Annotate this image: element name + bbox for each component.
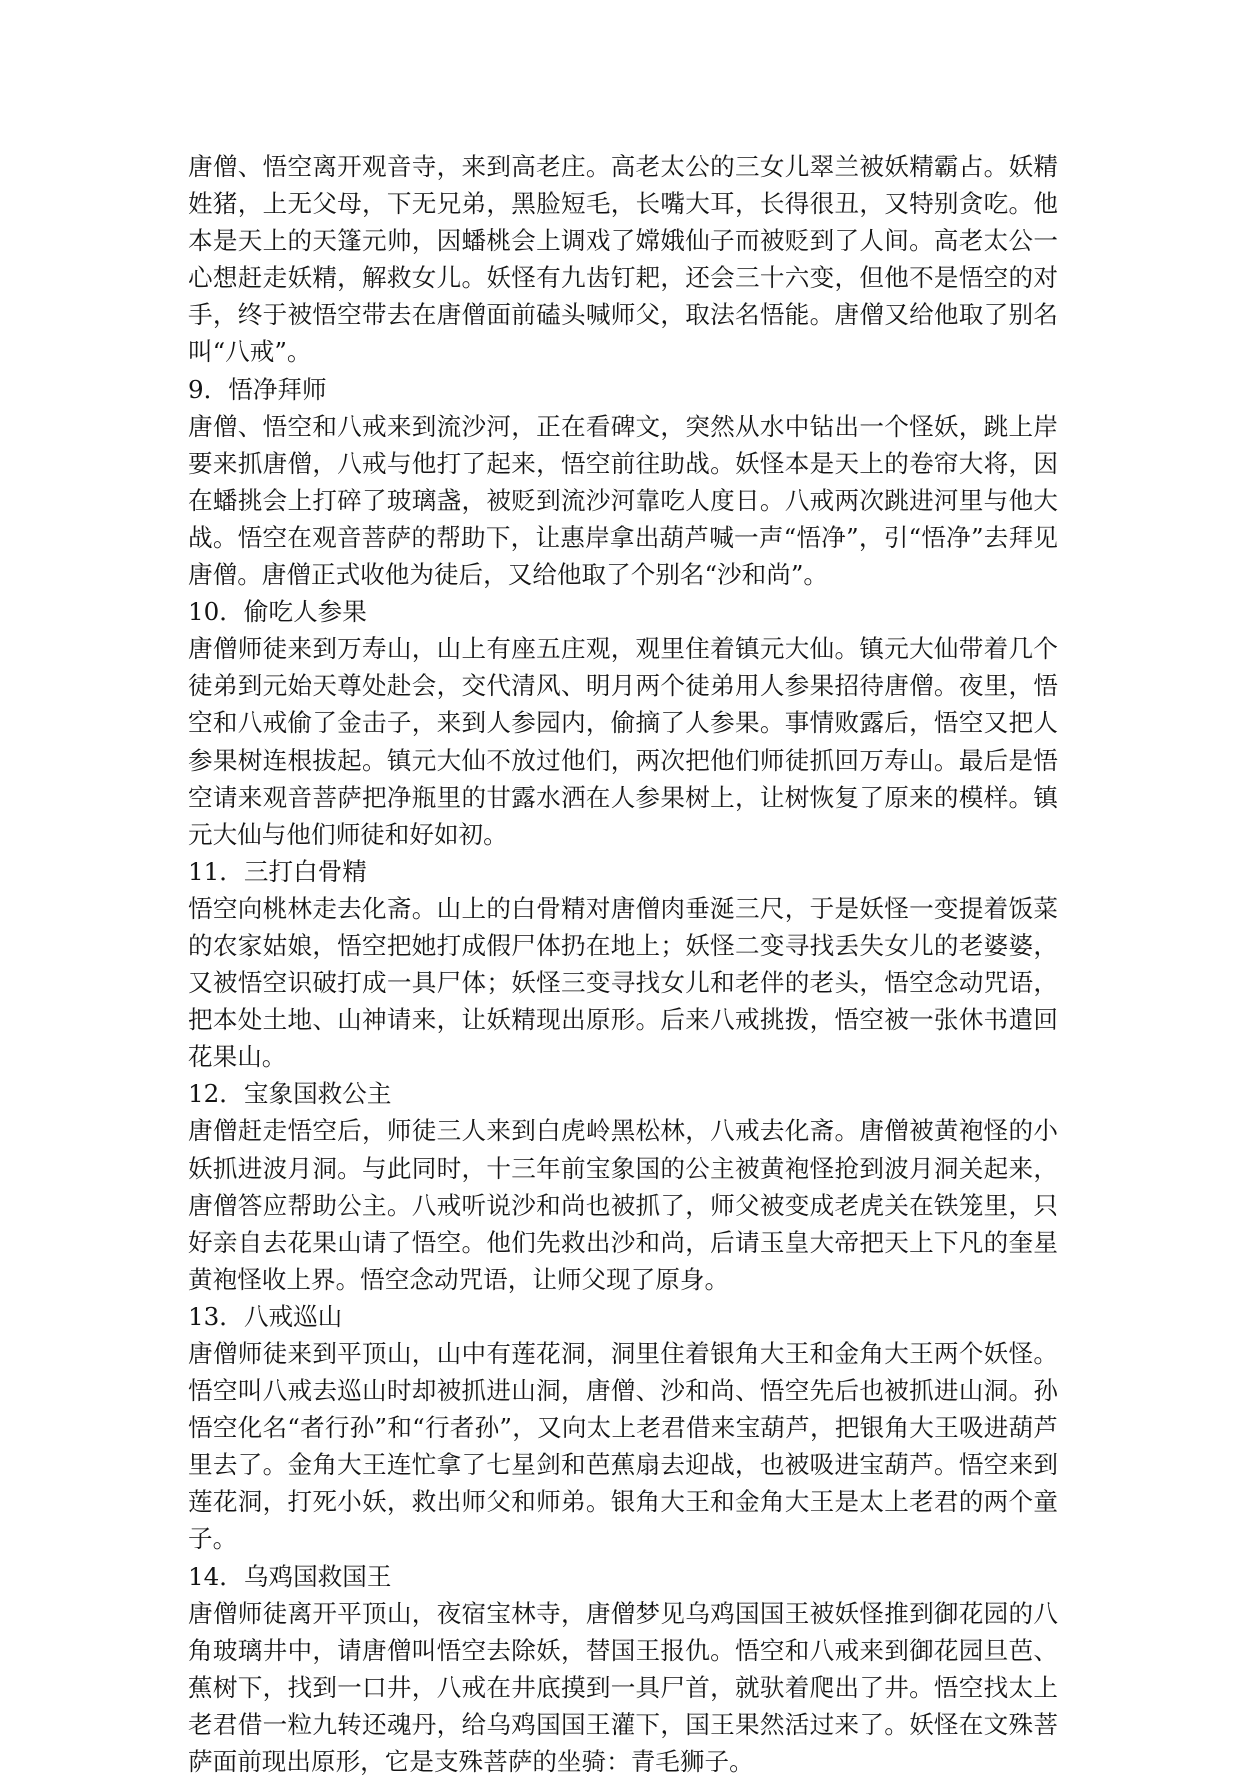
story-paragraph: 唐僧师徒离开平顶山，夜宿宝林寺，唐僧梦见乌鸡国国王被妖怪推到御花园的八角玻璃井中，请唐僧叫悟空去除妖，替国王报仇。悟空和八戒来到御花园旦芭、蕉树下，找到一口井，八戒在井底摸到一具尸首，就驮着爬出了井。悟空找太上老君借一粒九转还魂丹，给乌鸡国国王灌下，国王果然活过来了。妖怪在文殊菩萨面前现出原形，它是支殊菩萨的坐骑：青毛狮子。 xyxy=(188,1598,1058,1777)
section-heading: 10．偷吃人参果 xyxy=(188,597,367,627)
story-paragraph: 唐僧赶走悟空后，师徒三人来到白虎岭黑松林，八戒去化斋。唐僧被黄袍怪的小妖抓进波月洞。与此同时，十三年前宝象国的公主被黄袍怪抢到波月洞关起来，唐僧答应帮助公主。八戒听说沙和尚也被抓了，师父被变成老虎关在铁笼里，只好亲自去花果山请了悟空。他们先救出沙和尚，后请玉皇大帝把天上下凡的奎星黄袍怪收上界。悟空念动咒语，让师父现了原身。 xyxy=(188,1116,1058,1294)
story-paragraph: 唐僧、悟空和八戒来到流沙河，正在看碑文，突然从水中钻出一个怪妖，跳上岸要来抓唐僧，八戒与他打了起来，悟空前往助战。妖怪本是天上的卷帘大将，因在蟠挑会上打碎了玻璃盏，被贬到流沙河靠吃人度日。八戒两次跳进河里与他大战。悟空在观音菩萨的帮助下，让惠岸拿出葫芦喊一声“悟净”，引“悟净”去拜见唐僧。唐僧正式收他为徒后，又给他取了个别名“沙和尚”。 xyxy=(188,411,1058,590)
section-heading: 9．悟净拜师 xyxy=(188,374,327,404)
section-heading: 11．三打白骨精 xyxy=(188,856,367,886)
section-heading: 14．乌鸡国救国王 xyxy=(188,1561,392,1591)
story-paragraph: 唐僧师徒来到平顶山，山中有莲花洞，洞里住着银角大王和金角大王两个妖怪。悟空叫八戒去巡山时却被抓进山洞，唐僧、沙和尚、悟空先后也被抓进山洞。孙悟空化名“者行孙”和“行者孙”，又向太上老君借来宝葫芦，把银角大王吸进葫芦里去了。金角大王连忙拿了七星剑和芭蕉扇去迎战，也被吸进宝葫芦。悟空来到莲花洞，打死小妖，救出师父和师弟。银角大王和金角大王是太上老君的两个童子。 xyxy=(188,1339,1058,1554)
story-paragraph: 唐僧师徒来到万寿山，山上有座五庄观，观里住着镇元大仙。镇元大仙带着几个徒弟到元始天尊处赴会，交代清风、明月两个徒弟用人参果招待唐僧。夜里，悟空和八戒偷了金击子，来到人参园内，偷摘了人参果。事情败露后，悟空又把人参果树连根拔起。镇元大仙不放过他们，两次把他们师徒抓回万寿山。最后是悟空请来观音菩萨把净瓶里的甘露水洒在人参果树上，让树恢复了原来的模样。镇元大仙与他们师徒和好如初。 xyxy=(188,634,1058,849)
section-heading: 13．八戒巡山 xyxy=(188,1301,343,1331)
story-paragraph: 唐僧、悟空离开观音寺，来到高老庄。高老太公的三女儿翠兰被妖精霸占。妖精姓猪，上无父母，下无兄弟，黑脸短毛，长嘴大耳，长得很丑，又特别贪吃。他本是天上的天篷元帅，因蟠桃会上调戏了嫦娥仙子而被贬到了人间。高老太公一心想赶走妖精，解救女儿。妖怪有九齿钉耙，还会三十六变，但他不是悟空的对手，终于被悟空带去在唐僧面前磕头喊师父，取法名悟能。唐僧又给他取了别名叫“八戒”。 xyxy=(188,152,1058,367)
section-heading: 12．宝象国救公主 xyxy=(188,1079,392,1109)
document-page xyxy=(188,148,1058,1780)
story-paragraph: 悟空向桃林走去化斋。山上的白骨精对唐僧肉垂涎三尺，于是妖怪一变提着饭菜的农家姑娘，悟空把她打成假尸体扔在地上；妖怪二变寻找丢失女儿的老婆婆，又被悟空识破打成一具尸体；妖怪三变寻找女儿和老伴的老头，悟空念动咒语，把本处土地、山神请来，让妖精现出原形。后来八戒挑拨，悟空被一张休书遣回花果山。 xyxy=(188,893,1058,1072)
